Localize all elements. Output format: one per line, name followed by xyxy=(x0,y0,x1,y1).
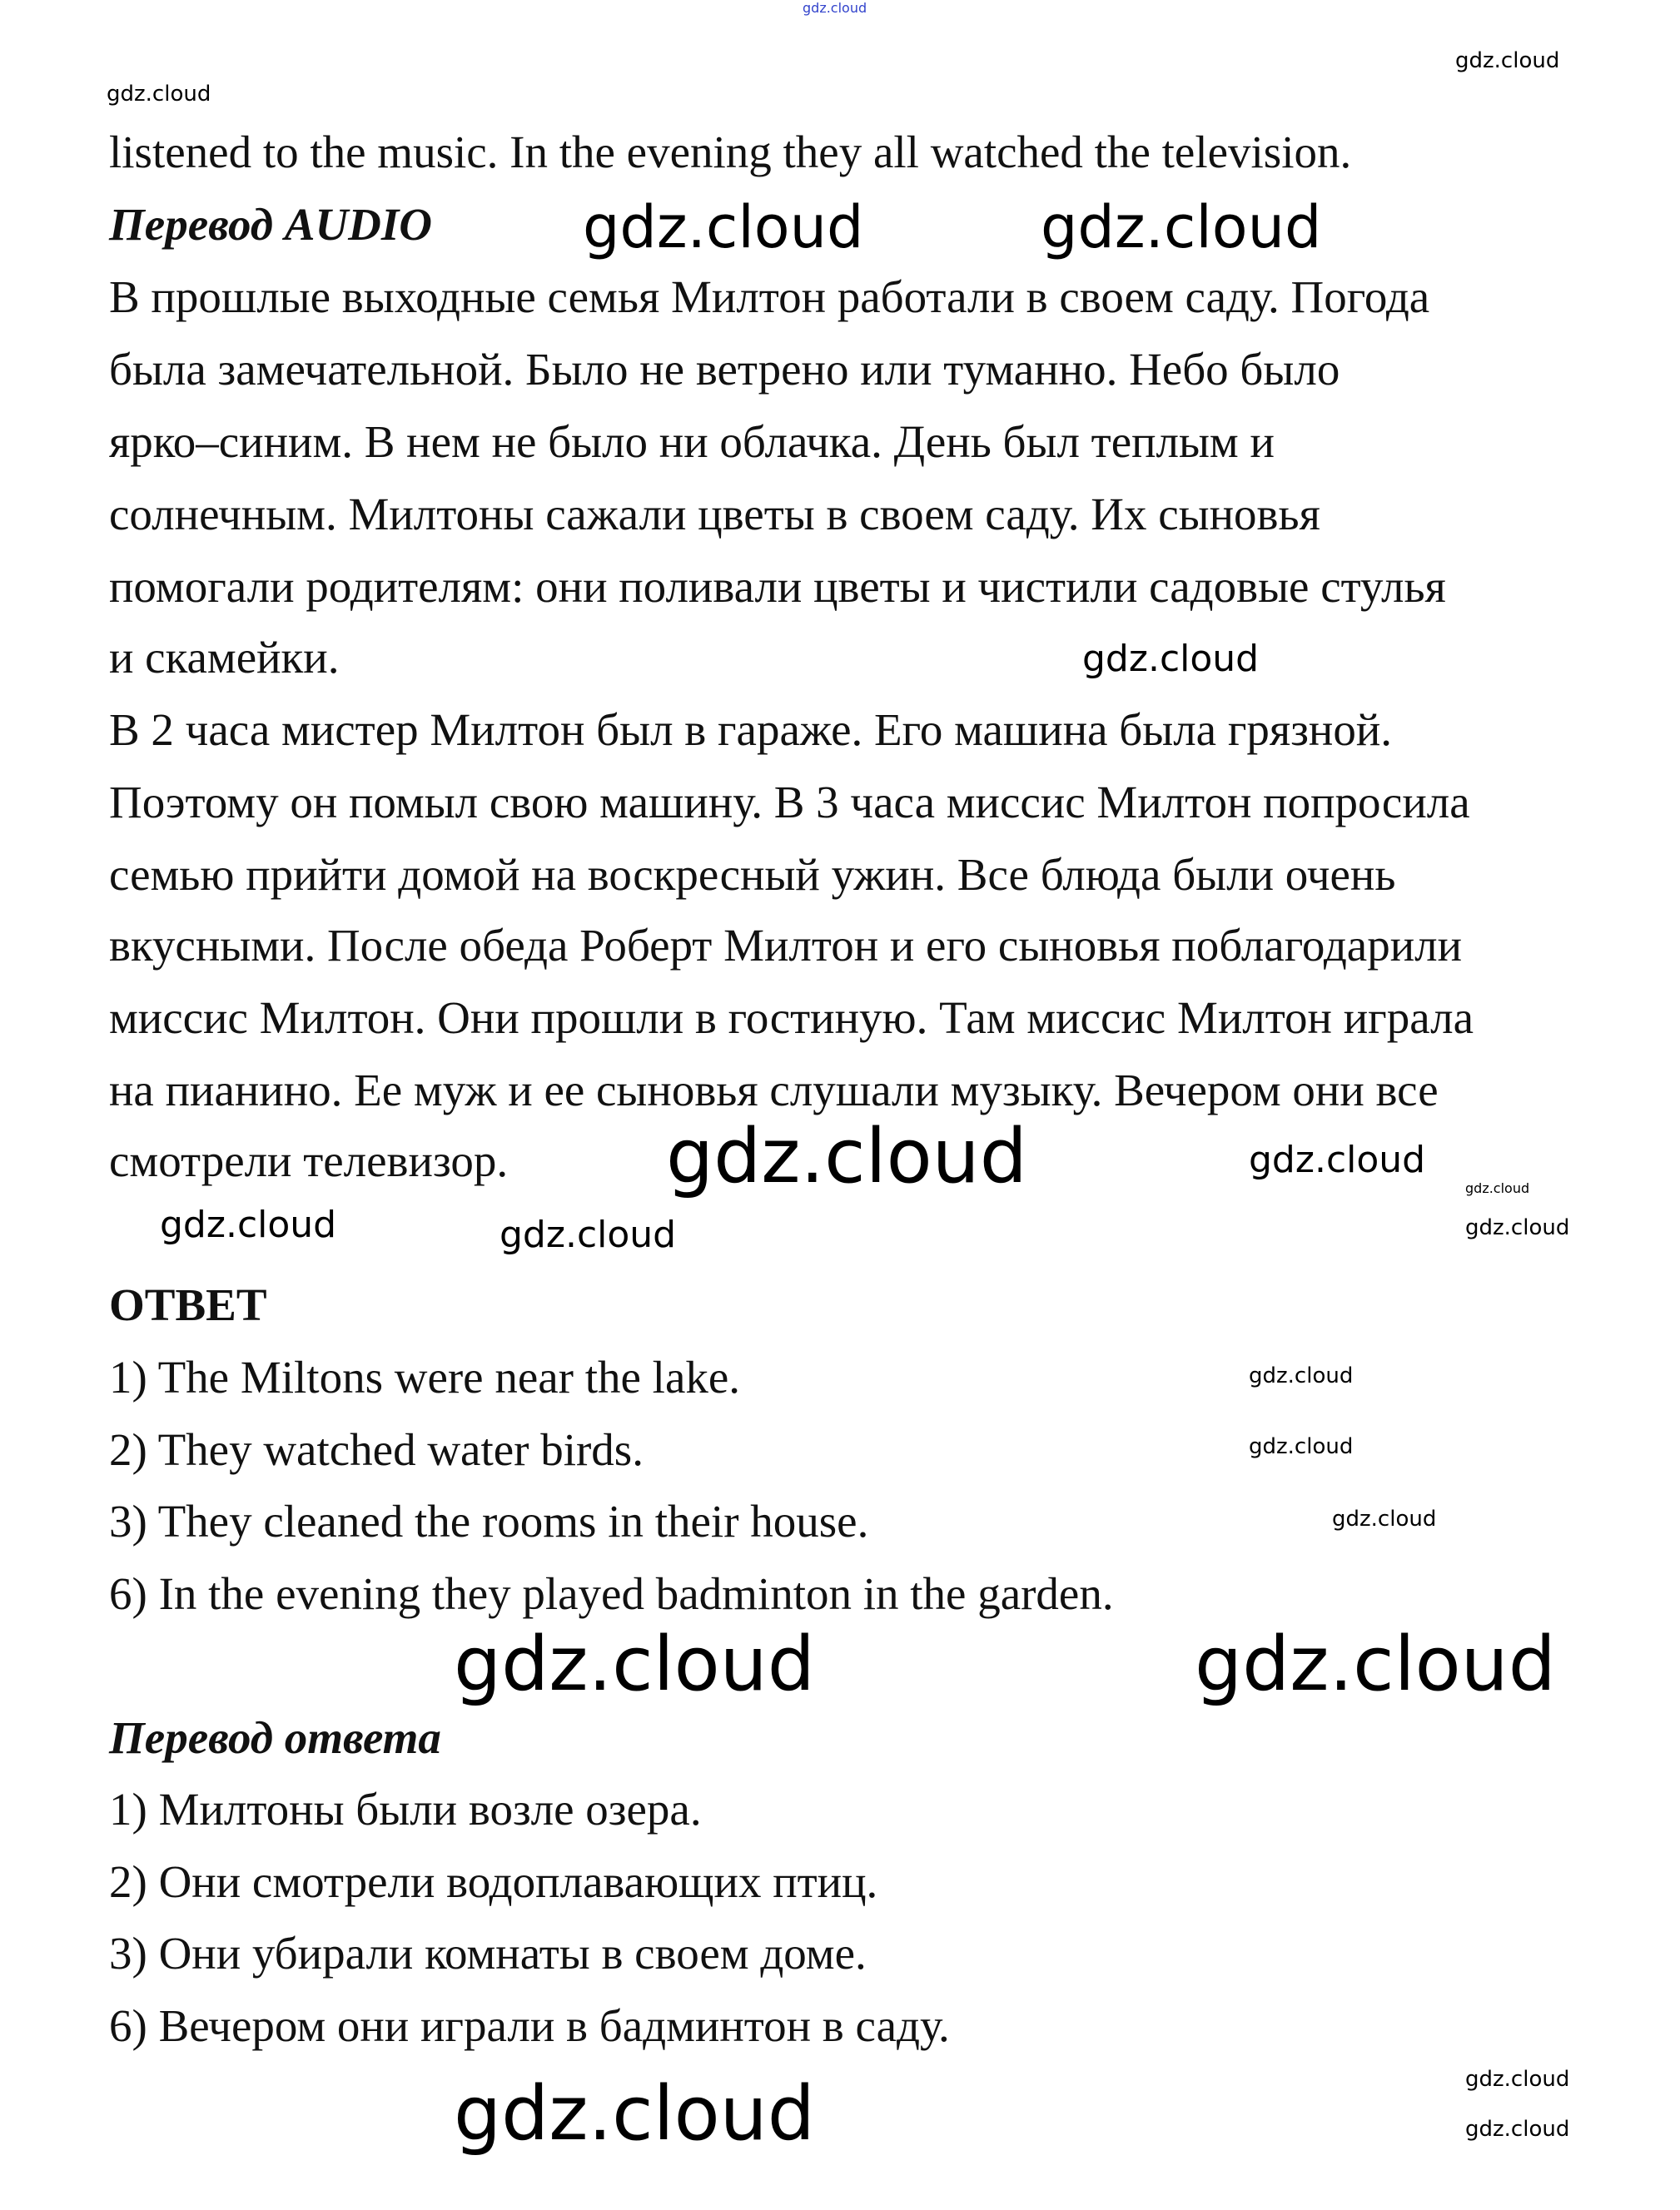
translation-item: 1) Милтоны были возле озера. xyxy=(109,1784,702,1835)
answer-item: 3) They cleaned the rooms in their house. xyxy=(109,1496,869,1547)
text-line: смотрели телевизор. xyxy=(109,1135,509,1186)
translation-item: 2) Они смотрели водоплавающих птиц. xyxy=(109,1856,878,1907)
text-line: на пианино. Ее муж и ее сыновья слушали музыку. Вечером они все xyxy=(109,1065,1439,1115)
watermark: gdz.cloud xyxy=(1249,1434,1354,1459)
text-line: и скамейки. xyxy=(109,632,340,683)
text-line: ярко–синим. В нем не было ни облачка. День был теплым и xyxy=(109,416,1275,467)
answer-item: 6) In the evening they played badminton in the garden. xyxy=(109,1568,1114,1619)
text-line: семью прийти домой на воскресный ужин. Все блюда были очень xyxy=(109,849,1396,900)
text-line: миссис Милтон. Они прошли в гостиную. Там миссис Милтон играла xyxy=(109,992,1474,1043)
watermark: gdz.cloud xyxy=(160,1204,337,1246)
watermark: gdz.cloud xyxy=(454,2070,815,2158)
watermark: gdz.cloud xyxy=(500,1214,677,1256)
watermark: gdz.cloud xyxy=(1249,1363,1354,1388)
answer-item: 1) The Miltons were near the lake. xyxy=(109,1352,741,1403)
watermark: gdz.cloud xyxy=(803,0,867,16)
section-heading: Перевод AUDIO xyxy=(109,199,433,250)
text-line: Поэтому он помыл свою машину. В 3 часа миссис Милтон попросила xyxy=(109,777,1470,827)
text-line: солнечным. Милтоны сажали цветы в своем саду. Их сыновья xyxy=(109,489,1320,539)
text-line: была замечательной. Было не ветрено или туманно. Небо было xyxy=(109,344,1340,395)
text-line: В 2 часа мистер Милтон был в гараже. Его машина была грязной. xyxy=(109,704,1393,755)
text-line: помогали родителям: они поливали цветы и чистили садовые стулья xyxy=(109,561,1446,612)
watermark: gdz.cloud xyxy=(454,1621,815,1708)
translation-item: 3) Они убирали комнаты в своем доме. xyxy=(109,1928,867,1979)
watermark: gdz.cloud xyxy=(1465,1180,1530,1196)
watermark: gdz.cloud xyxy=(1082,638,1260,680)
answer-heading: ОТВЕТ xyxy=(109,1279,267,1330)
watermark: gdz.cloud xyxy=(1332,1507,1437,1532)
watermark: gdz.cloud xyxy=(1195,1621,1556,1708)
watermark: gdz.cloud xyxy=(1041,193,1322,261)
watermark: gdz.cloud xyxy=(1465,1215,1570,1240)
translation-item: 6) Вечером они играли в бадминтон в саду. xyxy=(109,2000,950,2051)
watermark: gdz.cloud xyxy=(107,82,211,107)
watermark: gdz.cloud xyxy=(1455,48,1560,73)
answer-item: 2) They watched water birds. xyxy=(109,1424,644,1475)
translation-heading: Перевод ответа xyxy=(109,1712,441,1763)
text-line: listened to the music. In the evening they all watched the television. xyxy=(109,127,1352,177)
watermark: gdz.cloud xyxy=(666,1113,1027,1200)
watermark: gdz.cloud xyxy=(1465,2067,1570,2092)
watermark: gdz.cloud xyxy=(583,193,864,261)
watermark: gdz.cloud xyxy=(1249,1139,1426,1181)
watermark: gdz.cloud xyxy=(1465,2117,1570,2142)
text-line: вкусными. После обеда Роберт Милтон и его сыновья поблагодарили xyxy=(109,920,1463,971)
text-line: В прошлые выходные семья Милтон работали в своем саду. Погода xyxy=(109,271,1430,322)
